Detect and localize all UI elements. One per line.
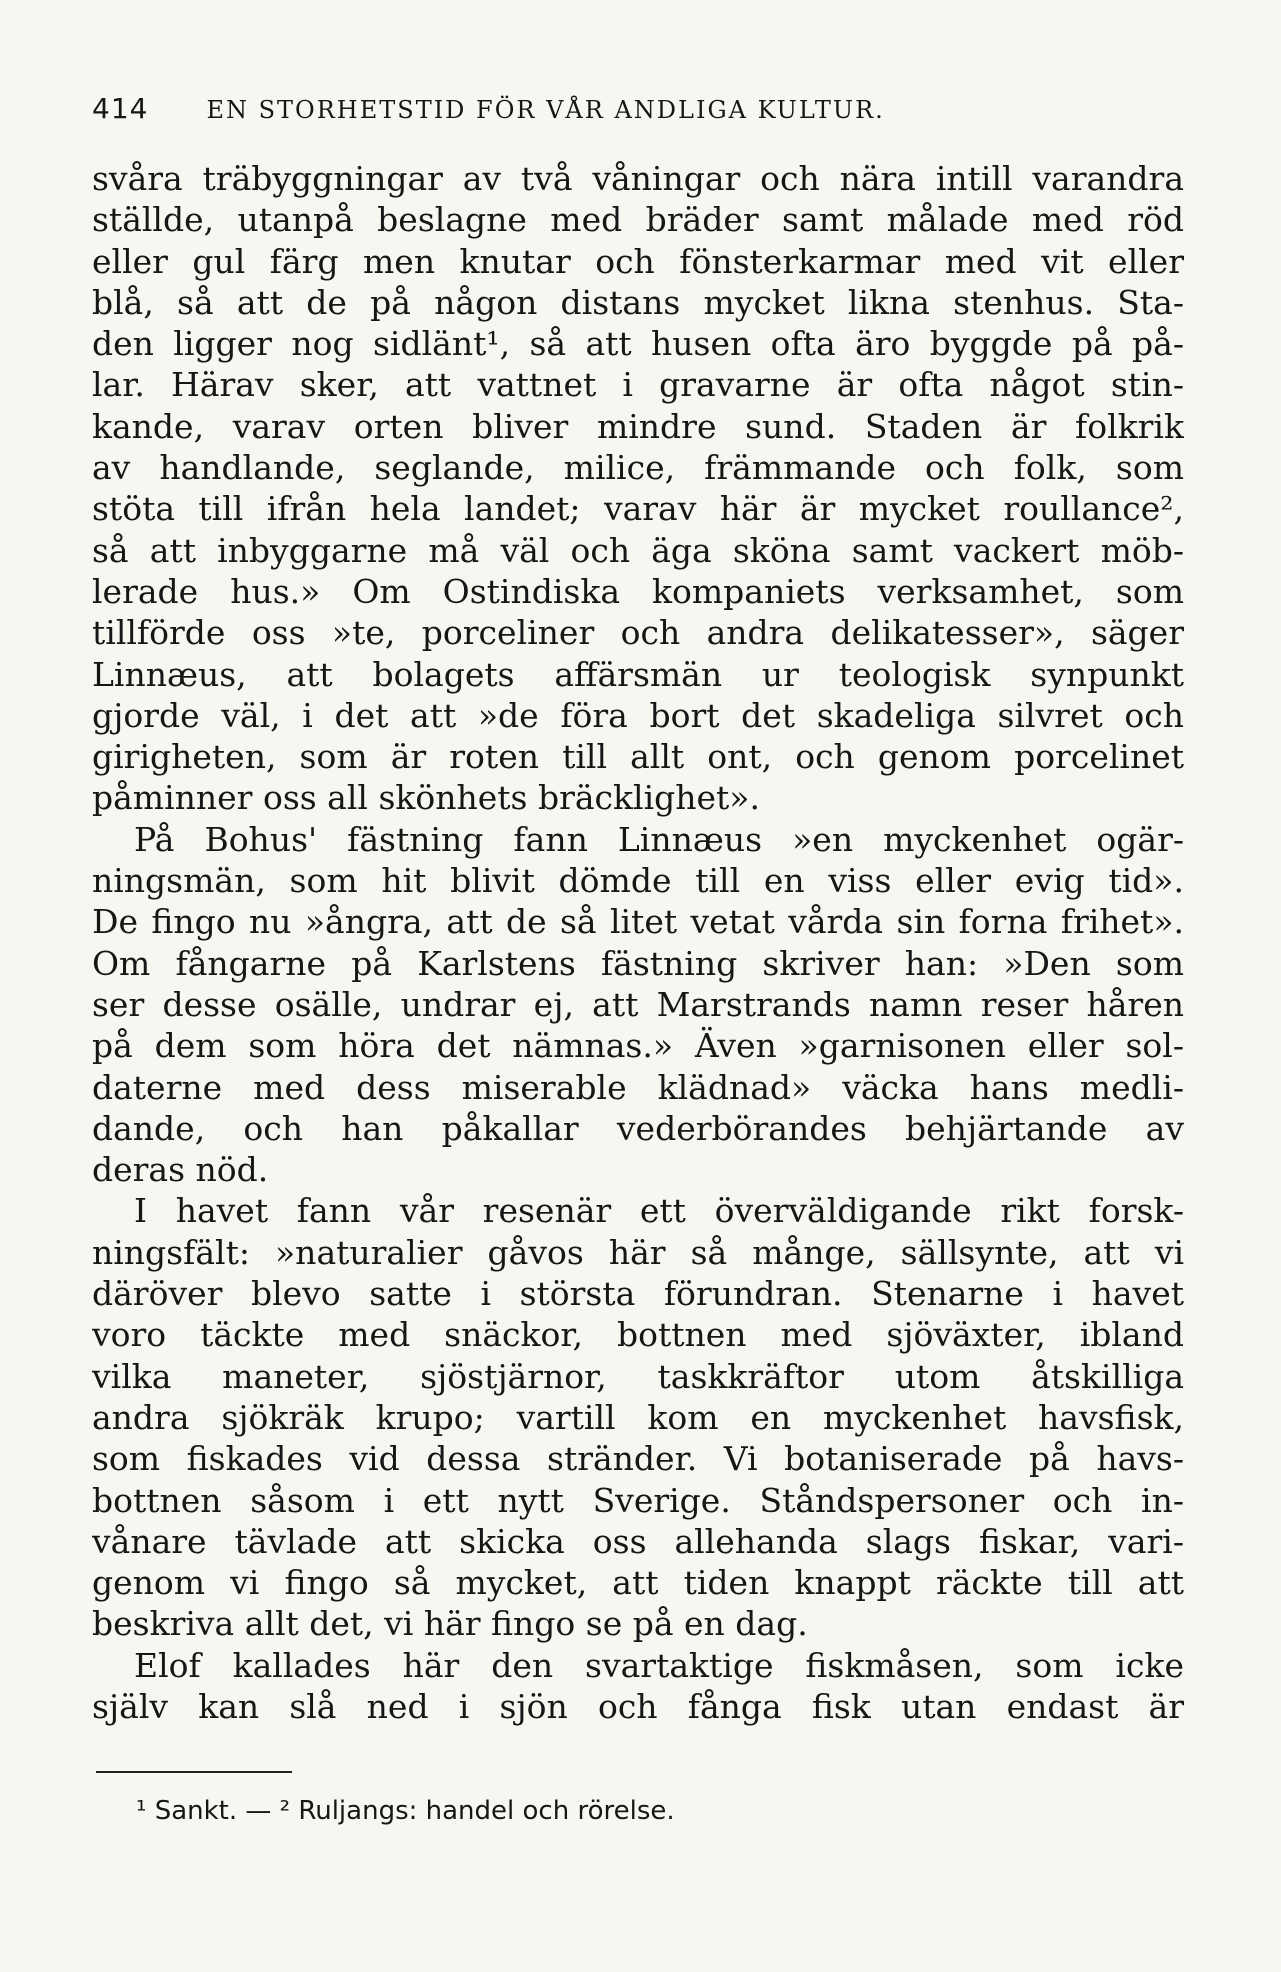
page-number: 414: [92, 92, 149, 125]
text-line: ningsfält: »naturalier gåvos här så månge, sällsynte, att vi: [92, 1232, 1184, 1272]
text-line: vånare tävlade att skicka oss allehanda slags fiskar, vari-: [92, 1521, 1184, 1561]
text-line: De fingo nu »ångra, att de så litet vetat vårda sin forna frihet».: [92, 902, 1184, 942]
text-line: av handlande, seglande, milice, främmande och folk, som: [92, 448, 1184, 488]
text-line: blå, så att de på någon distans mycket likna stenhus. Sta-: [92, 282, 1184, 322]
text-line: girigheten, som är roten till allt ont, och genom porcelinet: [92, 737, 1184, 777]
text-line: tillförde oss »te, porceliner och andra delikatesser», säger: [92, 613, 1184, 653]
text-line: beskriva allt det, vi här fingo se på en dag.: [92, 1604, 808, 1644]
text-line: påminner oss all skönhets bräcklighet».: [92, 778, 760, 818]
text-line: svåra träbyggningar av två våningar och nära intill varandra: [92, 159, 1184, 198]
text-line: ställde, utanpå beslagne med bräder samt målade med röd: [92, 200, 1184, 240]
text-line: Elof kallades här den svartaktige fiskmåsen, som icke: [134, 1645, 1184, 1685]
page-header: [92, 92, 1192, 132]
footnotes: ¹ Sankt. — ² Ruljangs: handel och rörelse.: [136, 1796, 675, 1826]
text-line: den ligger nog sidlänt¹, så att husen ofta äro byggde på på-: [92, 324, 1184, 364]
text-line: däröver blevo satte i största förundran. Stenarne i havet: [92, 1274, 1184, 1314]
text-line: gjorde väl, i det att »de föra bort det skadeliga silvret och: [92, 695, 1184, 735]
text-line: I havet fann vår resenär ett överväldigande rikt forsk-: [134, 1191, 1184, 1231]
text-line: stöta till ifrån hela landet; varav här är mycket roullance²,: [92, 489, 1184, 529]
text-line: ningsmän, som hit blivit dömde till en viss eller evig tid».: [92, 861, 1184, 901]
text-line: Om fångarne på Karlstens fästning skriver han: »Den som: [92, 943, 1184, 983]
text-line: Linnæus, att bolagets affärsmän ur teologisk synpunkt: [92, 654, 1184, 694]
text-line: På Bohus' fästning fann Linnæus »en myckenhet ogär-: [134, 819, 1184, 859]
text-line: eller gul färg men knutar och fönsterkarmar med vit eller: [92, 241, 1184, 281]
text-line: deras nöd.: [92, 1150, 269, 1190]
body-text: [92, 158, 1184, 1727]
text-line: på dem som höra det nämnas.» Även »garnisonen eller sol-: [92, 1026, 1184, 1066]
text-line: så att inbyggarne må väl och äga sköna samt vackert möb-: [92, 530, 1184, 570]
text-line: lar. Härav sker, att vattnet i gravarne är ofta något stin-: [92, 365, 1184, 405]
text-line: ser desse osälle, undrar ej, att Marstrands namn reser håren: [92, 984, 1184, 1024]
text-line: genom vi fingo så mycket, att tiden knappt räckte till att: [92, 1563, 1184, 1603]
text-line: vilka maneter, sjöstjärnor, taskkräftor utom åtskilliga: [92, 1356, 1184, 1396]
text-line: lerade hus.» Om Ostindiska kompaniets verksamhet, som: [92, 571, 1184, 611]
footnote-rule: [96, 1771, 292, 1773]
text-line: andra sjökräk krupo; vartill kom en myckenhet havsfisk,: [92, 1397, 1184, 1437]
running-title: EN STORHETSTID FÖR VÅR ANDLIGA KULTUR.: [206, 96, 885, 124]
text-line: voro täckte med snäckor, bottnen med sjöväxter, ibland: [92, 1315, 1184, 1355]
text-line: daterne med dess miserable klädnad» väcka hans medli-: [92, 1067, 1184, 1107]
text-line: själv kan slå ned i sjön och fånga fisk utan endast är: [92, 1686, 1184, 1726]
text-line: som fiskades vid dessa stränder. Vi botaniserade på havs-: [92, 1439, 1184, 1479]
text-line: bottnen såsom i ett nytt Sverige. Ståndspersoner och in-: [92, 1480, 1184, 1520]
text-line: dande, och han påkallar vederbörandes behjärtande av: [92, 1108, 1184, 1148]
text-line: kande, varav orten bliver mindre sund. Staden är folkrik: [92, 406, 1184, 446]
